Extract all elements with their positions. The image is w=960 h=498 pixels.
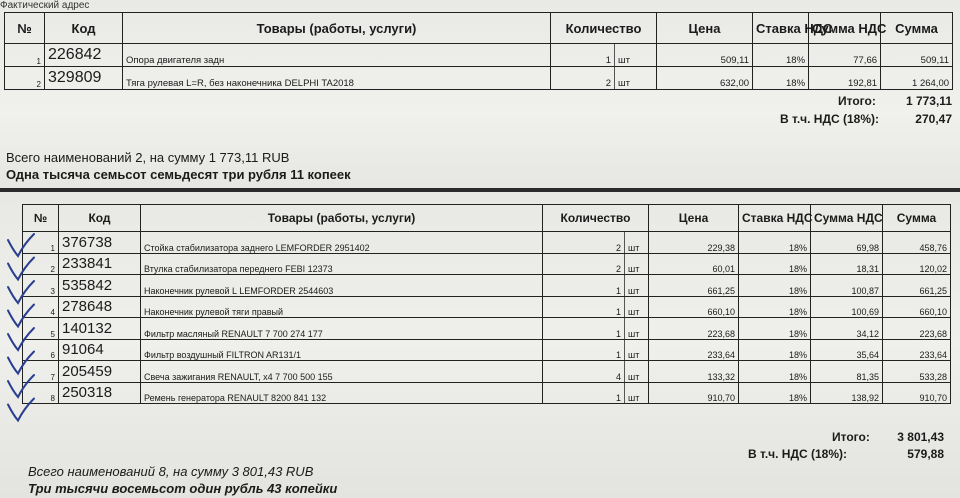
invoice-table-2 [22,204,951,404]
summary-words: Одна тысяча семьсот семьдесят три рубля 11 копеек [6,167,351,182]
row-unit: шт [625,296,649,318]
row-vat-sum: 138,92 [811,382,883,404]
row-number: 3 [23,275,59,297]
row-sum: 1 264,00 [881,67,953,90]
row-price: 660,10 [649,296,739,318]
row-number: 5 [23,318,59,340]
col-header-quantity: Количество [551,13,657,44]
row-vat-rate: 18% [739,339,811,361]
col-header-sum: Сумма [881,13,953,44]
vat-total-value: 579,88 [907,447,944,461]
row-code: 226842 [45,44,123,67]
row-sum: 660,10 [883,296,951,318]
row-vat-rate: 18% [739,361,811,383]
col-header-goods: Товары (работы, услуги) [123,13,551,44]
cut-header-text: Фактический адрес [0,0,90,11]
row-price: 509,11 [657,44,753,67]
table-row [23,232,951,254]
summary-words: Три тысячи восемьсот один рубль 43 копейки [28,481,338,496]
table-row [23,382,951,404]
row-number: 1 [5,44,45,67]
row-vat-rate: 18% [739,275,811,297]
row-price: 133,32 [649,361,739,383]
row-name: Свеча зажигания RENAULT, x4 7 700 500 155 [141,361,543,383]
total-label: Итого: [832,430,870,444]
row-price: 910,70 [649,382,739,404]
row-unit: шт [625,361,649,383]
row-qty: 1 [543,382,625,404]
row-unit: шт [625,253,649,275]
table-row [23,318,951,340]
invoice-table-1 [4,12,953,90]
row-unit: шт [625,275,649,297]
summary-line: Всего наименований 2, на сумму 1 773,11 RUB [6,150,290,165]
handwritten-checkmarks [0,230,60,430]
row-name: Фильтр масляный RENAULT 7 700 274 177 [141,318,543,340]
row-qty: 2 [543,232,625,254]
vat-total-value: 270,47 [915,112,952,126]
table-row [23,361,951,383]
total-value: 1 773,11 [905,94,952,108]
col-header-price: Цена [657,13,753,44]
row-sum: 233,64 [883,339,951,361]
invoice-sheet-2 [0,192,960,498]
col-header-quantity: Количество [543,205,649,232]
col-header-vat-rate: Ставка НДС [753,13,809,44]
row-vat-sum: 100,87 [811,275,883,297]
col-header-number: № [5,13,45,44]
row-code: 376738 [59,232,141,254]
row-qty: 2 [551,67,615,90]
row-name: Ремень генератора RENAULT 8200 841 132 [141,382,543,404]
row-name: Стойка стабилизатора заднего LEMFORDER 2951402 [141,232,543,254]
col-header-sum: Сумма [883,205,951,232]
row-code: 278648 [59,296,141,318]
vat-total-label: В т.ч. НДС (18%): [780,112,880,126]
col-header-vat-sum: Сумма НДС [811,205,883,232]
row-vat-rate: 18% [739,253,811,275]
row-price: 223,68 [649,318,739,340]
row-sum: 533,28 [883,361,951,383]
total-label: Итого: [838,94,876,108]
row-unit: шт [615,44,657,67]
row-name: Наконечник рулевой тяги правый [141,296,543,318]
row-vat-rate: 18% [739,382,811,404]
row-vat-rate: 18% [739,296,811,318]
checkmark-icon [8,258,34,280]
row-vat-sum: 34,12 [811,318,883,340]
row-price: 661,25 [649,275,739,297]
row-unit: шт [615,67,657,90]
checkmark-icon [8,399,34,421]
row-vat-sum: 69,98 [811,232,883,254]
row-number: 6 [23,339,59,361]
col-header-goods: Товары (работы, услуги) [141,205,543,232]
col-header-code: Код [59,205,141,232]
col-header-vat-rate: Ставка НДС [739,205,811,232]
row-number: 2 [5,67,45,90]
row-code: 329809 [45,67,123,90]
row-sum: 223,68 [883,318,951,340]
row-vat-rate: 18% [739,232,811,254]
row-name: Опора двигателя задн [123,44,551,67]
row-number: 1 [23,232,59,254]
row-price: 632,00 [657,67,753,90]
row-vat-rate: 18% [739,318,811,340]
row-code: 233841 [59,253,141,275]
invoice-sheet-1 [0,0,960,188]
row-qty: 1 [543,296,625,318]
checkmark-icon [8,352,34,374]
row-vat-rate: 18% [753,67,809,90]
checkmark-icon [8,281,34,303]
row-name: Наконечник рулевой L LEMFORDER 2544603 [141,275,543,297]
summary-block-1 [6,150,351,182]
table-row [23,275,951,297]
vat-total-label: В т.ч. НДС (18%): [748,447,848,461]
row-vat-rate: 18% [753,44,809,67]
checkmark-icon [8,328,34,350]
table-row [5,44,953,67]
row-vat-sum: 81,35 [811,361,883,383]
row-code: 91064 [59,339,141,361]
row-number: 7 [23,361,59,383]
row-qty: 4 [543,361,625,383]
table-header-row [5,13,953,44]
row-number: 8 [23,382,59,404]
table-row [23,253,951,275]
col-header-price: Цена [649,205,739,232]
row-vat-sum: 100,69 [811,296,883,318]
col-header-number: № [23,205,59,232]
table-row [5,67,953,90]
row-name: Тяга рулевая L=R, без наконечника DELPHI TA2018 [123,67,551,90]
col-header-vat-sum: Сумма НДС [809,13,881,44]
row-code: 205459 [59,361,141,383]
row-qty: 1 [543,318,625,340]
row-qty: 2 [543,253,625,275]
col-header-code: Код [45,13,123,44]
row-unit: шт [625,382,649,404]
row-price: 60,01 [649,253,739,275]
row-vat-sum: 192,81 [809,67,881,90]
row-qty: 1 [543,275,625,297]
checkmark-icon [8,305,34,327]
row-unit: шт [625,318,649,340]
row-number: 4 [23,296,59,318]
row-sum: 509,11 [881,44,953,67]
row-qty: 1 [543,339,625,361]
row-name: Втулка стабилизатора переднего FEBI 12373 [141,253,543,275]
row-number: 2 [23,253,59,275]
row-vat-sum: 18,31 [811,253,883,275]
checkmark-icon [8,375,34,397]
row-price: 233,64 [649,339,739,361]
row-qty: 1 [551,44,615,67]
row-price: 229,38 [649,232,739,254]
row-sum: 661,25 [883,275,951,297]
table-header-row [23,205,951,232]
row-code: 535842 [59,275,141,297]
summary-line: Всего наименований 8, на сумму 3 801,43 RUB [28,464,314,479]
row-vat-sum: 77,66 [809,44,881,67]
row-unit: шт [625,232,649,254]
row-sum: 458,76 [883,232,951,254]
row-code: 140132 [59,318,141,340]
row-vat-sum: 35,64 [811,339,883,361]
row-sum: 120,02 [883,253,951,275]
table-row [23,339,951,361]
row-code: 250318 [59,382,141,404]
checkmark-icon [8,234,34,256]
row-unit: шт [625,339,649,361]
total-value: 3 801,43 [897,430,944,444]
table-row [23,296,951,318]
summary-block-2 [28,464,337,496]
row-sum: 910,70 [883,382,951,404]
row-name: Фильтр воздушный FILTRON AR131/1 [141,339,543,361]
